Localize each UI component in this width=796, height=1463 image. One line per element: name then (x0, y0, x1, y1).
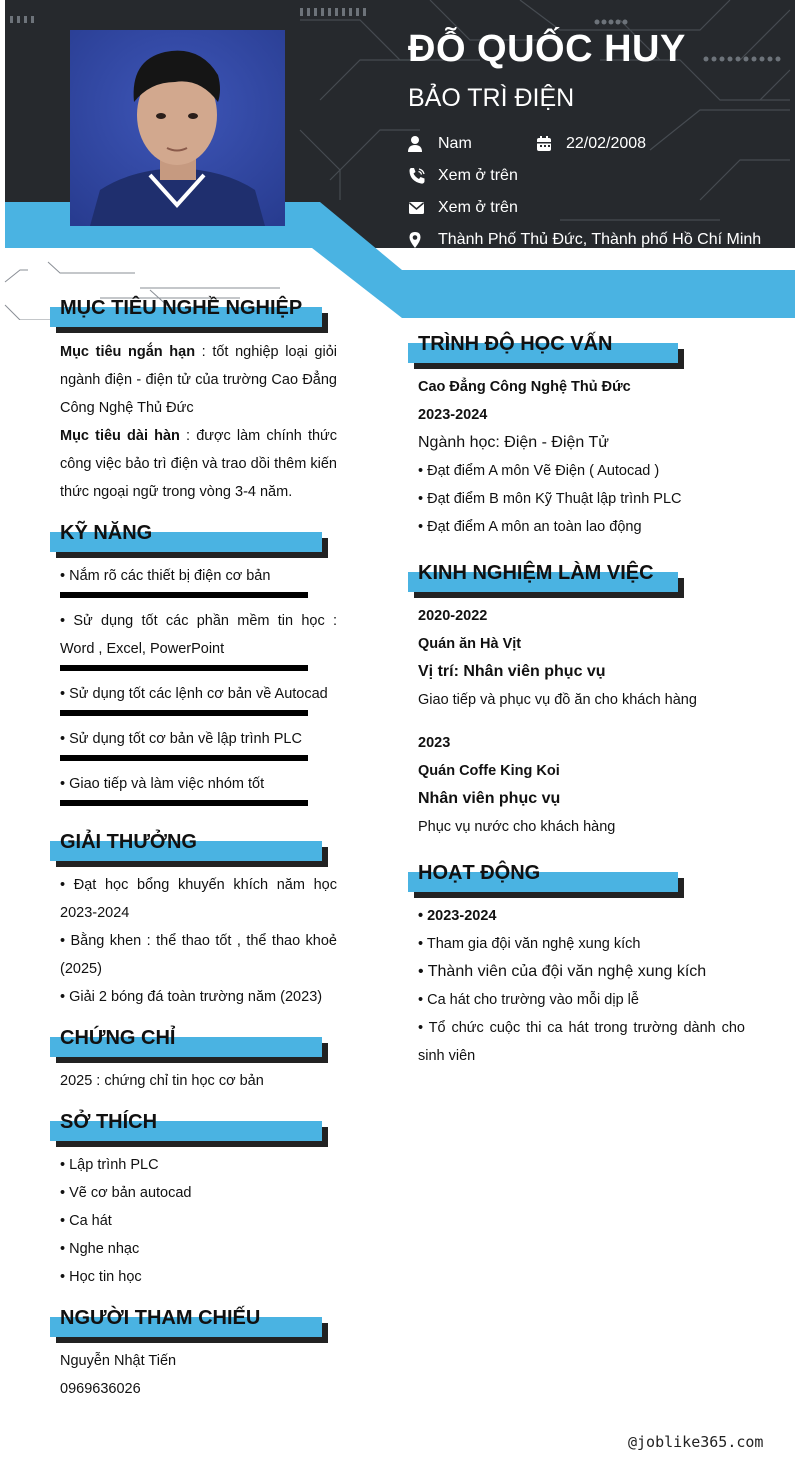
reference-phone: 0969636026 (60, 1381, 141, 1397)
phone-row (408, 167, 518, 185)
education-major: Ngành học: Điện - Điện Tử (418, 434, 609, 451)
watermark: @joblike365.com (628, 1433, 764, 1451)
job-title: BẢO TRÌ ĐIỆN (408, 84, 575, 112)
skill-item: • Nắm rõ các thiết bị điện cơ bản (60, 568, 271, 584)
short-term-text: : tốt nghiệp loại giỏi ngành điện - điện tử của trường Cao Đẳng Công Nghệ Thủ Đức (60, 344, 337, 416)
phone-value: Xem ở trên (438, 167, 518, 184)
email-icon (408, 199, 426, 217)
job-period: 2023 (418, 735, 451, 751)
skill-divider (60, 800, 308, 806)
education-item: • Đạt điểm A môn an toàn lao động (418, 519, 642, 535)
activity-item: • Tham gia đội văn nghệ xung kích (418, 936, 641, 952)
job-description: Giao tiếp và phục vụ đồ ăn cho khách hàng (418, 692, 697, 708)
hobby-item: • Học tin học (60, 1269, 142, 1285)
dob-row (536, 135, 646, 153)
job-company: Quán ăn Hà Vịt (418, 636, 522, 652)
address-value: Thành Phố Thủ Đức, Thành phố Hồ Chí Minh (438, 231, 762, 248)
address-row (408, 231, 761, 249)
activity-item: • Ca hát cho trường vào mỗi dịp lễ (418, 992, 639, 1008)
skill-item: • Giao tiếp và làm việc nhóm tốt (60, 776, 265, 792)
award-item: • Giải 2 bóng đá toàn trường năm (2023) (60, 989, 323, 1005)
certificate-item: 2025 : chứng chỉ tin học cơ bản (60, 1073, 264, 1089)
skill-divider (60, 710, 308, 716)
job-period: 2020-2022 (418, 608, 488, 624)
skill-item: • Sử dụng tốt cơ bản về lập trình PLC (60, 731, 302, 747)
dob-value: 22/02/2008 (566, 135, 647, 152)
education-item: • Đạt điểm B môn Kỹ Thuật lập trình PLC (418, 491, 682, 507)
job-description: Phục vụ nước cho khách hàng (418, 819, 616, 835)
hobby-item: • Lập trình PLC (60, 1157, 159, 1173)
education-period: 2023-2024 (418, 407, 488, 423)
school-name: Cao Đẳng Công Nghệ Thủ Đức (418, 379, 631, 395)
award-item: • Đạt học bổng khuyến khích năm học 2023-2024 (60, 877, 337, 921)
candidate-name: ĐỖ QUỐC HUY (408, 28, 686, 70)
calendar-icon (536, 135, 554, 153)
long-term-label: Mục tiêu dài hàn (60, 428, 180, 444)
short-term-label: Mục tiêu ngắn hạn (60, 344, 196, 360)
profile-photo (70, 30, 285, 226)
hobby-item: • Nghe nhạc (60, 1241, 140, 1257)
education-item: • Đạt điểm A môn Vẽ Điện ( Autocad ) (418, 463, 660, 479)
job-position: Vị trí: Nhân viên phục vụ (418, 663, 606, 680)
gender-row (408, 135, 472, 153)
hobby-item: • Vẽ cơ bản autocad (60, 1185, 192, 1201)
skill-item: • Sử dụng tốt các lệnh cơ bản về Autocad (60, 686, 328, 702)
activity-item: • Tổ chức cuộc thi ca hát trong trường dành cho sinh viên (418, 1020, 745, 1064)
job-position: Nhân viên phục vụ (418, 790, 561, 807)
skill-divider (60, 592, 308, 598)
user-icon (408, 135, 426, 153)
award-item: • Bằng khen : thể thao tốt , thể thao khoẻ (2025) (60, 933, 337, 977)
skill-divider (60, 755, 308, 761)
reference-name: Nguyễn Nhật Tiến (60, 1353, 177, 1369)
activity-item: • Thành viên của đội văn nghệ xung kích (418, 963, 707, 980)
skill-item: • Sử dụng tốt các phần mềm tin học : Word , Excel, PowerPoint (60, 613, 337, 657)
location-icon (408, 231, 426, 249)
phone-icon (408, 167, 426, 185)
skill-divider (60, 665, 308, 671)
job-company: Quán Coffe King Koi (418, 763, 560, 779)
hobby-item: • Ca hát (60, 1213, 112, 1229)
email-value: Xem ở trên (438, 199, 518, 216)
email-row (408, 199, 518, 217)
objective-long-text (60, 422, 337, 506)
activities-period: • 2023-2024 (418, 908, 497, 924)
gender-value: Nam (438, 135, 472, 152)
objective-text (60, 338, 337, 422)
long-term-text: : được làm chính thức công việc bảo trì điện và trao dồi thêm kiến thức ngoại ngữ trong vòng 3-4 năm. (60, 428, 337, 500)
